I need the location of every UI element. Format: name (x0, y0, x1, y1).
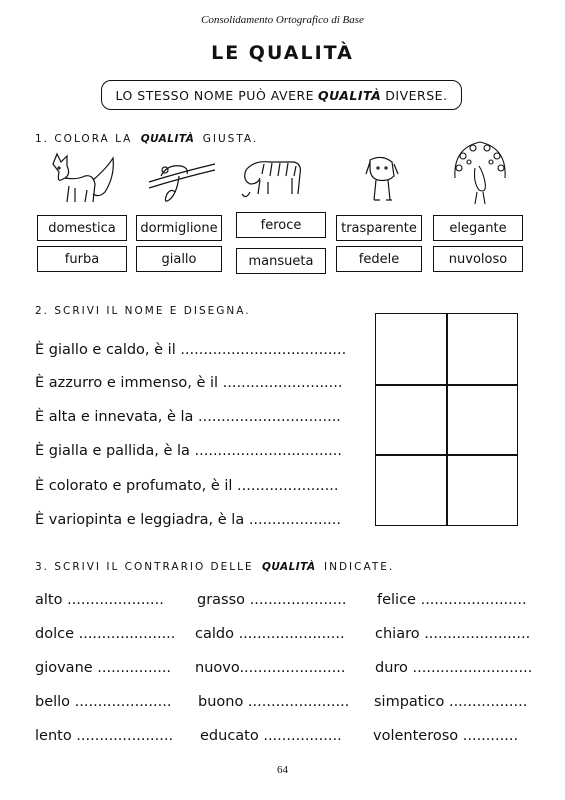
opposite-item[interactable]: felice ....................... (377, 592, 527, 608)
word-box[interactable]: giallo (136, 246, 222, 272)
page-number: 64 (277, 764, 288, 776)
word-box[interactable]: domestica (37, 215, 127, 241)
sentence-line[interactable]: È colorato e profumato, è il ...................... (35, 478, 339, 494)
section3-suffix: INDICATE. (324, 561, 395, 573)
opposite-item[interactable]: duro .......................... (375, 660, 533, 676)
section1-highlight: QUALITÀ (140, 133, 195, 145)
word-box[interactable]: trasparente (336, 215, 422, 241)
word-box[interactable]: furba (37, 246, 127, 272)
section3-title (35, 561, 394, 573)
opposite-item[interactable]: grasso ..................... (197, 592, 347, 608)
drawing-grid[interactable] (375, 313, 518, 526)
grid-divider (446, 314, 448, 525)
opposite-item[interactable]: educato ................. (200, 728, 342, 744)
opposite-item[interactable]: lento ..................... (35, 728, 174, 744)
word-box[interactable]: elegante (433, 215, 523, 241)
banner-text-after: DIVERSE. (385, 87, 448, 103)
grid-divider (376, 384, 517, 386)
fox-icon (47, 150, 117, 210)
opposite-item[interactable]: buono ...................... (198, 694, 350, 710)
sentence-line[interactable]: È giallo e caldo, è il .................................... (35, 342, 347, 358)
opposite-item[interactable]: giovane ................ (35, 660, 172, 676)
opposite-item[interactable]: nuovo....................... (195, 660, 346, 676)
sentence-line[interactable]: È gialla e pallida, è la ................................ (35, 443, 342, 459)
opposite-item[interactable]: volenteroso ............ (373, 728, 519, 744)
peacock-icon (445, 138, 515, 210)
page-header: Consolidamento Ortografico di Base (201, 14, 364, 26)
opposite-item[interactable]: caldo ....................... (195, 626, 345, 642)
section1-title (35, 133, 258, 145)
opposite-item[interactable]: bello ..................... (35, 694, 172, 710)
section3-highlight: QUALITÀ (261, 561, 316, 573)
chameleon-icon (147, 150, 217, 210)
word-box[interactable]: dormiglione (136, 215, 222, 241)
sentence-line[interactable]: È alta e innevata, è la ............................... (35, 409, 341, 425)
dog-icon (348, 150, 418, 210)
opposite-item[interactable]: alto ..................... (35, 592, 164, 608)
grid-divider (376, 454, 517, 456)
sentence-line[interactable]: È azzurro e immenso, è il .......................... (35, 375, 343, 391)
tiger-icon (240, 150, 310, 210)
opposite-item[interactable]: simpatico ................. (374, 694, 528, 710)
banner-highlight: QUALITÀ (318, 87, 382, 103)
section1-suffix: GIUSTA. (202, 133, 259, 145)
banner (101, 80, 462, 110)
opposite-item[interactable]: dolce ..................... (35, 626, 176, 642)
word-box[interactable]: nuvoloso (433, 246, 523, 272)
word-box[interactable]: mansueta (236, 248, 326, 274)
section1-prefix: 1. COLORA LA (35, 133, 133, 145)
section3-prefix: 3. SCRIVI IL CONTRARIO DELLE (35, 561, 254, 573)
page-title: LE QUALITÀ (211, 42, 354, 64)
word-box[interactable]: feroce (236, 212, 326, 238)
banner-text-before: LO STESSO NOME PUÒ AVERE (115, 87, 315, 103)
sentence-line[interactable]: È variopinta e leggiadra, è la .................... (35, 512, 342, 528)
opposite-item[interactable]: chiaro ....................... (375, 626, 531, 642)
section2-title: 2. SCRIVI IL NOME E DISEGNA. (35, 305, 251, 317)
word-box[interactable]: fedele (336, 246, 422, 272)
